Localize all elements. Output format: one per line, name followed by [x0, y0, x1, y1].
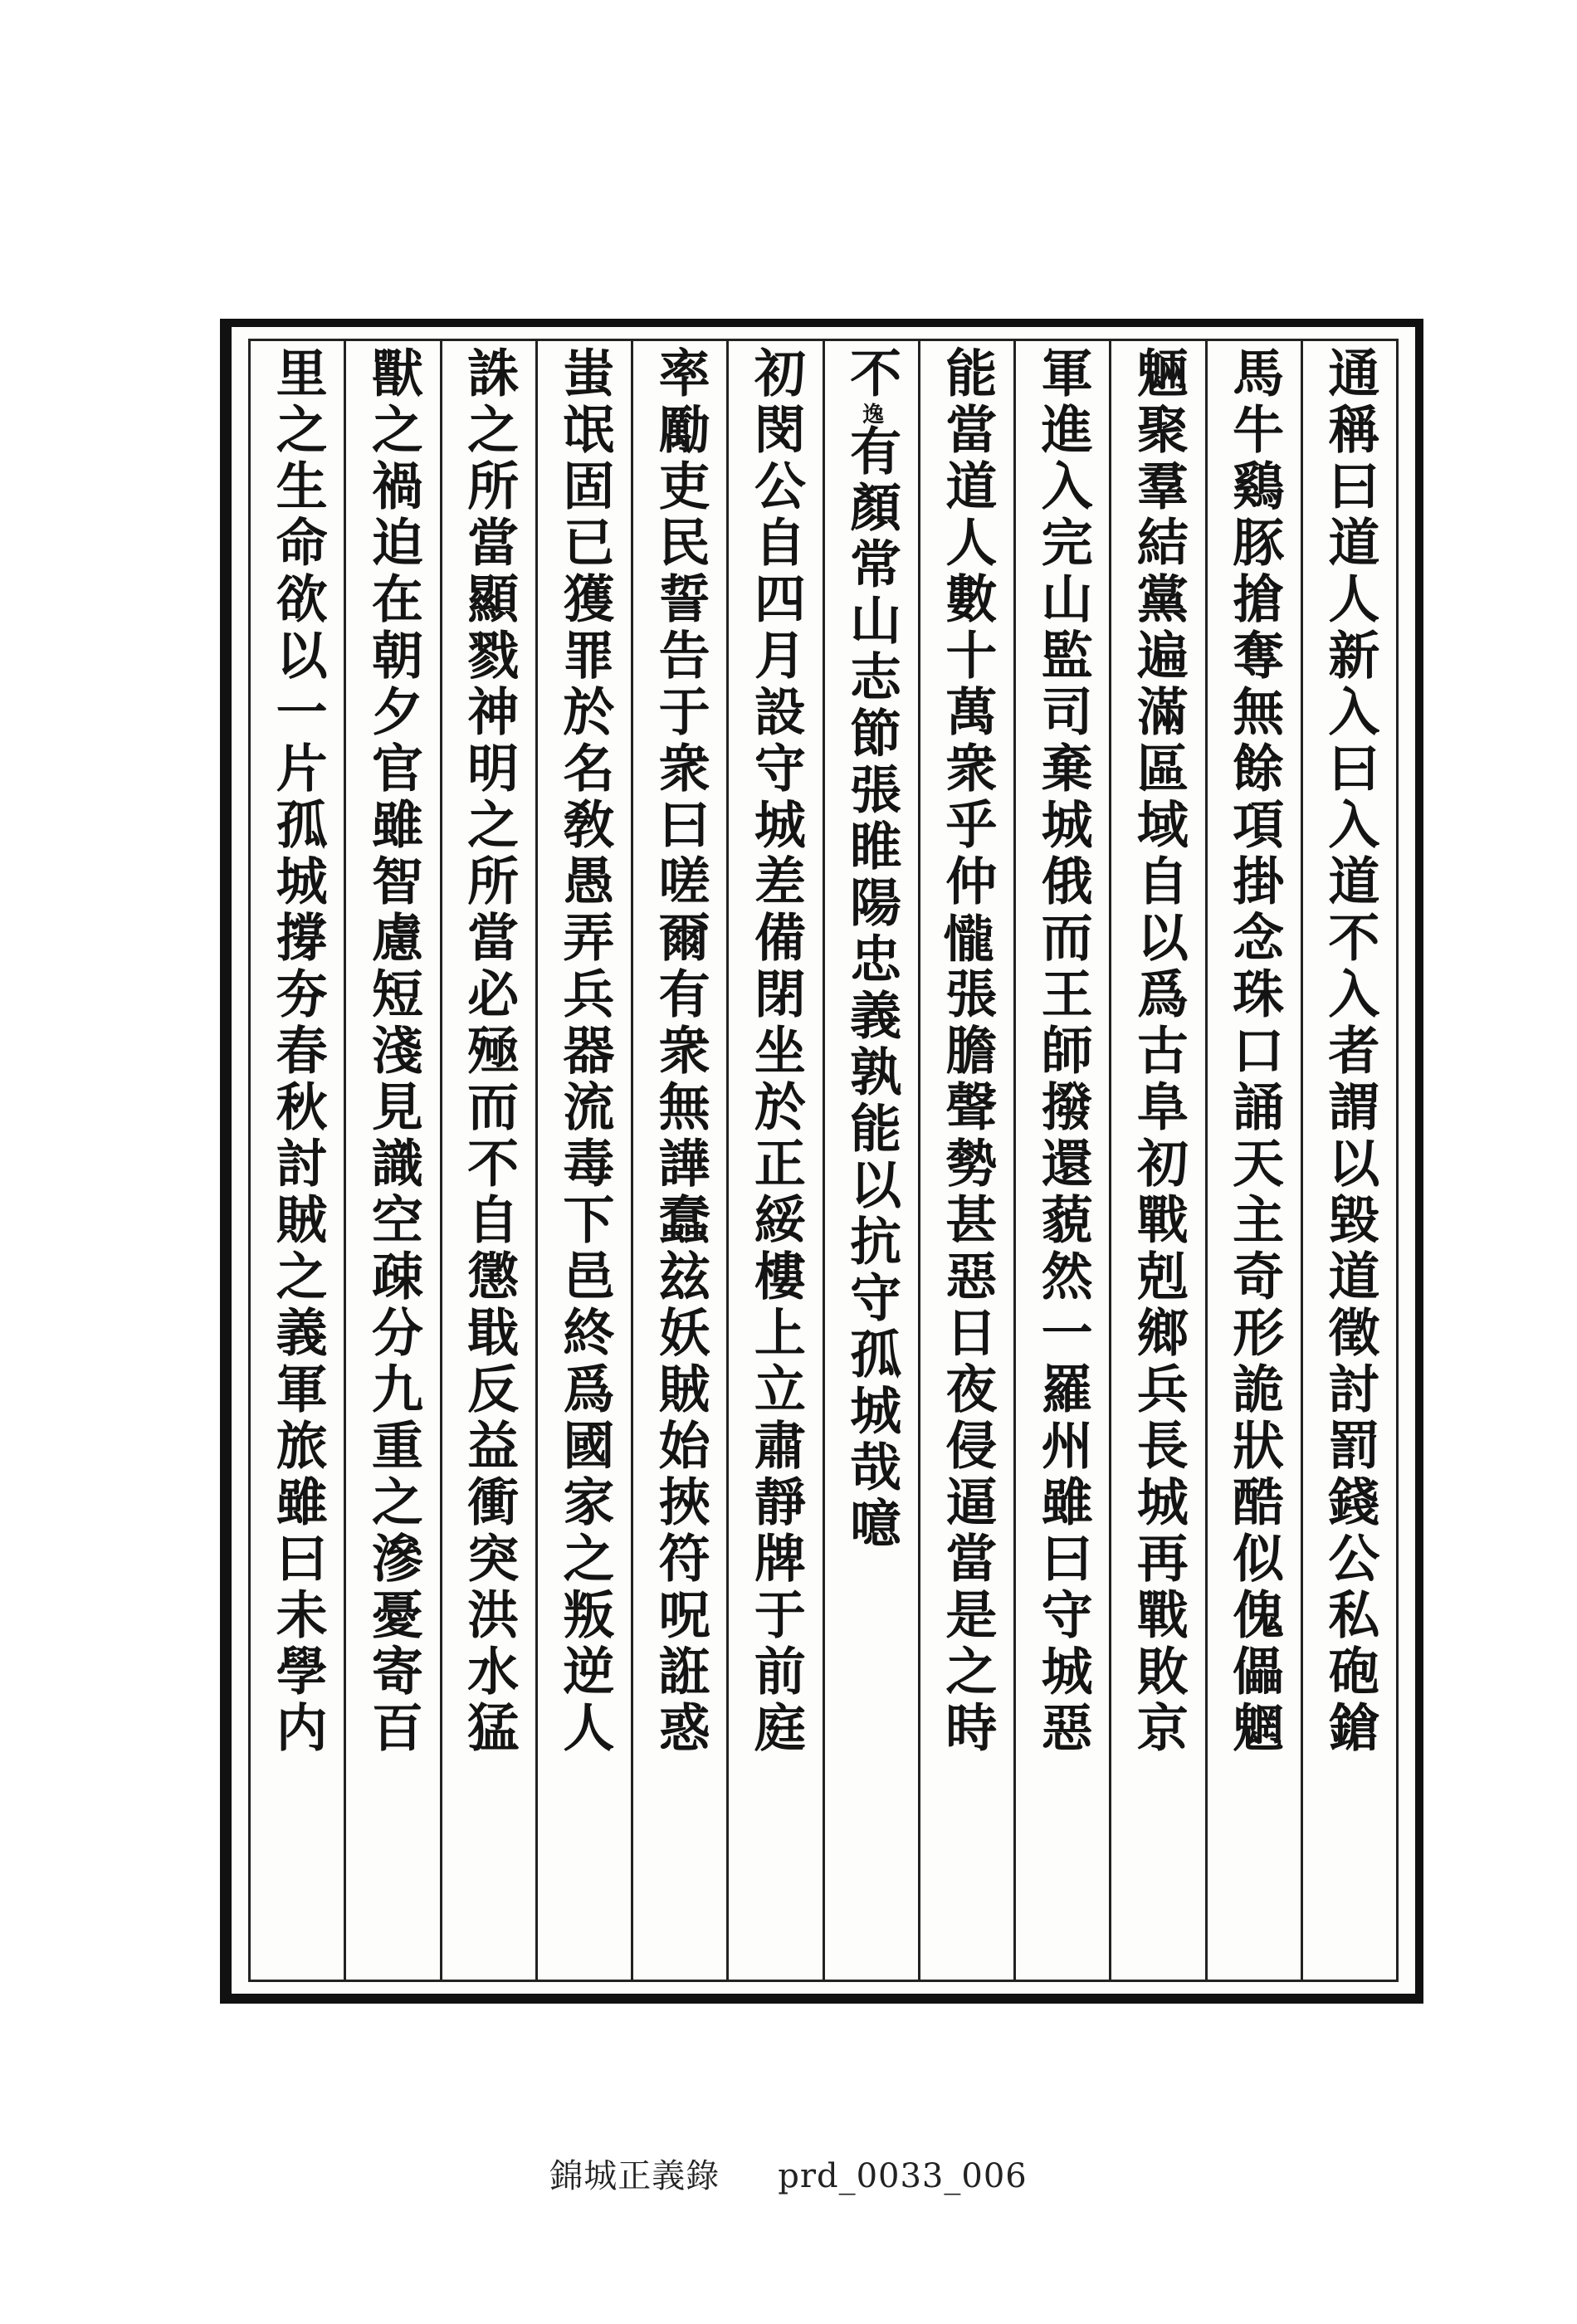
- column-text: 能當道人數十萬衆乎仲𢤱張膽聲勢甚惡日夜侵逼當是之時: [936, 346, 998, 1757]
- page-footer: [0, 2150, 1577, 2197]
- column-text: 獸之禍迫在朝夕官雖智慮短淺見識空疎分九重之滲憂寄百: [363, 346, 424, 1757]
- book-title: 錦城正義錄: [549, 2157, 720, 2195]
- text-column-2: [1205, 341, 1301, 1980]
- column-text-with-note: [841, 346, 902, 1980]
- column-text: 魎聚羣結黨遍滿區域自以爲古阜初戰剋鄉兵長城再戰敗京: [1128, 346, 1189, 1757]
- column-text: 軍進入完山監司棄城俄而王師撥還藐然一羅州雖曰守城惡: [1033, 346, 1094, 1757]
- column-text: 里之生命欲以一片孤城撐夯春秋討賊之義軍旅雖曰未學内: [267, 346, 329, 1757]
- text-column-5: [918, 341, 1013, 1980]
- page-code: prd_0033_006: [778, 2157, 1028, 2195]
- column-grid: [248, 339, 1399, 1982]
- text-column-10: [440, 341, 535, 1980]
- text-column-4: [1013, 341, 1109, 1980]
- text-column-11: [344, 341, 439, 1980]
- text-column-9: [535, 341, 631, 1980]
- text-column-12: [251, 341, 344, 1980]
- column-text: 蚩氓固已獲罪於名敎愚弄兵器流毒下邑終爲國家之叛逆人: [554, 346, 615, 1757]
- text-column-3: [1109, 341, 1204, 1980]
- column-text: 馬牛鷄豚搶奪無餘項掛念珠口誦天主奇形詭狀酷似傀儡魍: [1223, 346, 1285, 1757]
- text-column-8: [631, 341, 726, 1980]
- column-text: 通稱曰道人新入曰入道不入者謂以毀道徵討罰錢公私砲鎗: [1319, 346, 1380, 1757]
- text-column-6: [823, 341, 918, 1980]
- printed-text-block: [220, 319, 1423, 2004]
- text-column-1: [1301, 341, 1396, 1980]
- column-text: 誅之所當顯戮神明之所當必殛而不自懲戢反益衝突洪水猛: [458, 346, 520, 1757]
- interlinear-note: 逸: [858, 403, 884, 424]
- column-rest: 有顏常山志節張睢陽忠義孰能以抗守孤城哉噫: [841, 424, 902, 1553]
- column-text: 初閔公自四月設守城差備閉坐於正綏樓上立肅靜牌于前庭: [745, 346, 807, 1757]
- text-column-7: [726, 341, 822, 1980]
- column-first-char: 不: [841, 346, 902, 403]
- column-text: 率勵吏民誓告于衆曰嗟爾有衆無譁蠢玆妖賊始挾符呪誑惑: [650, 346, 711, 1757]
